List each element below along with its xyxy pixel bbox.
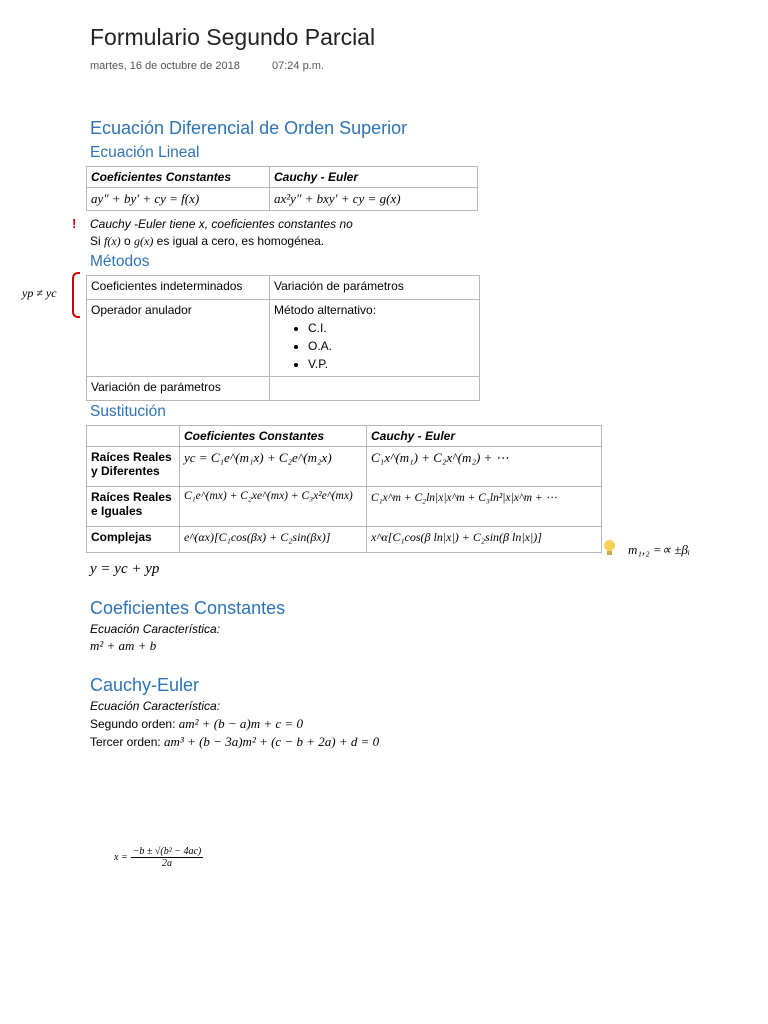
subheading-metodos: Métodos <box>90 253 150 270</box>
metodo-cell: Variación de parámetros <box>270 276 480 300</box>
sust-row-label: Raíces Reales e Iguales <box>87 487 180 527</box>
quadratic-formula <box>114 846 203 869</box>
sust-cc-formula: e^(αx)[C₁cos(βx) + C₂sin(βx)] <box>180 527 367 553</box>
red-bracket-annotation <box>72 272 80 318</box>
sust-ce-formula: C₁x^m + C₂ln|x|x^m + C₃ln²|x|x^m + ⋯ <box>367 487 602 527</box>
side-formula-m12: m₁,₂ =∝ ±βᵢ <box>628 542 690 557</box>
page-time: 07:24 p.m. <box>272 60 324 72</box>
lightbulb-icon <box>604 540 615 551</box>
list-item: • C.I. <box>308 319 475 337</box>
metodos-table <box>86 275 480 401</box>
metodo-cell-empty <box>270 377 480 401</box>
quadratic-denominator: 2a <box>161 858 172 869</box>
linear-header-cc: Coeficientes Constantes <box>87 167 270 188</box>
third-order-eq: am³ + (b − 3a)m² + (c − b + 2a) + d = 0 <box>164 734 380 749</box>
list-item: • O.A. <box>308 337 475 355</box>
heading-coeficientes-constantes: Coeficientes Constantes <box>90 598 286 618</box>
sust-header-cc: Coeficientes Constantes <box>180 426 367 447</box>
note-text-a: Si <box>90 234 105 248</box>
second-order-label: Segundo orden: <box>90 717 179 731</box>
lightbulb-base-icon <box>607 551 612 555</box>
third-order-label: Tercer orden: <box>90 735 165 749</box>
metodo-cell: Variación de parámetros <box>87 377 270 401</box>
sust-cc-formula: C₁e^(mx) + C₂xe^(mx) + C₃x²e^(mx) <box>180 487 367 527</box>
metodo-cell: Operador anulador <box>87 300 270 377</box>
quadratic-lhs: x = <box>114 852 128 863</box>
sust-header-empty <box>87 426 180 447</box>
quadratic-fraction <box>131 846 204 869</box>
section-heading-ed-orden-superior: Ecuación Diferencial de Orden Superior <box>90 118 408 138</box>
quadratic-numerator: −b ± √(b² − 4ac) <box>132 846 202 857</box>
second-order-eq: am² + (b − a)m + c = 0 <box>178 716 303 731</box>
note-text-c: es igual a cero, es homogénea. <box>153 234 325 248</box>
subheading-sustitucion: Sustitución <box>90 403 166 420</box>
sust-ce-formula: C₁x^(m₁) + C₂x^(m₂) + ⋯ <box>367 447 602 487</box>
page-date: martes, 16 de octubre de 2018 <box>90 60 240 72</box>
note-homogeneous <box>90 234 324 249</box>
sustitucion-table <box>86 425 602 553</box>
note-fx: f(x) <box>104 234 121 248</box>
linear-eq-cc: ay″ + by′ + cy = f(x) <box>87 188 270 211</box>
note-gx: g(x) <box>134 234 154 248</box>
linear-equation-table <box>86 166 478 211</box>
sust-header-ce: Cauchy - Euler <box>367 426 602 447</box>
cauchy-third-order <box>90 734 379 750</box>
metodo-alternativo-cell <box>270 300 480 377</box>
coef-char-label: Ecuación Característica: <box>90 622 221 636</box>
sust-cc-formula: yc = C₁e^(m₁x) + C₂e^(m₂x) <box>180 447 367 487</box>
linear-header-ce: Cauchy - Euler <box>270 167 478 188</box>
sust-row-label: Complejas <box>87 527 180 553</box>
cauchy-second-order <box>90 716 303 732</box>
side-note-yp-ne-yc: yp ≠ yc <box>22 286 57 300</box>
list-item: • V.P. <box>308 355 475 373</box>
coef-char-eq: m² + am + b <box>90 638 157 653</box>
cauchy-char-label: Ecuación Característica: <box>90 699 221 713</box>
note-text-b: o <box>120 234 135 248</box>
warning-marker: ! <box>72 216 77 231</box>
note-cauchy-euler: Cauchy -Euler tiene x, coeficientes constantes no <box>90 217 353 231</box>
metodo-alternativo-list <box>274 319 475 373</box>
page-title: Formulario Segundo Parcial <box>90 24 376 50</box>
general-solution: y = yc + yp <box>90 561 160 577</box>
linear-eq-ce: ax²y″ + bxy′ + cy = g(x) <box>270 188 478 211</box>
sust-ce-formula: x^α[C₁cos(β ln|x|) + C₂sin(β ln|x|)] <box>367 527 602 553</box>
metodo-alternativo-label: Método alternativo: <box>274 303 377 317</box>
metodo-cell: Coeficientes indeterminados <box>87 276 270 300</box>
heading-cauchy-euler: Cauchy-Euler <box>90 675 200 695</box>
sust-row-label: Raíces Reales y Diferentes <box>87 447 180 487</box>
subheading-ecuacion-lineal: Ecuación Lineal <box>90 144 200 161</box>
